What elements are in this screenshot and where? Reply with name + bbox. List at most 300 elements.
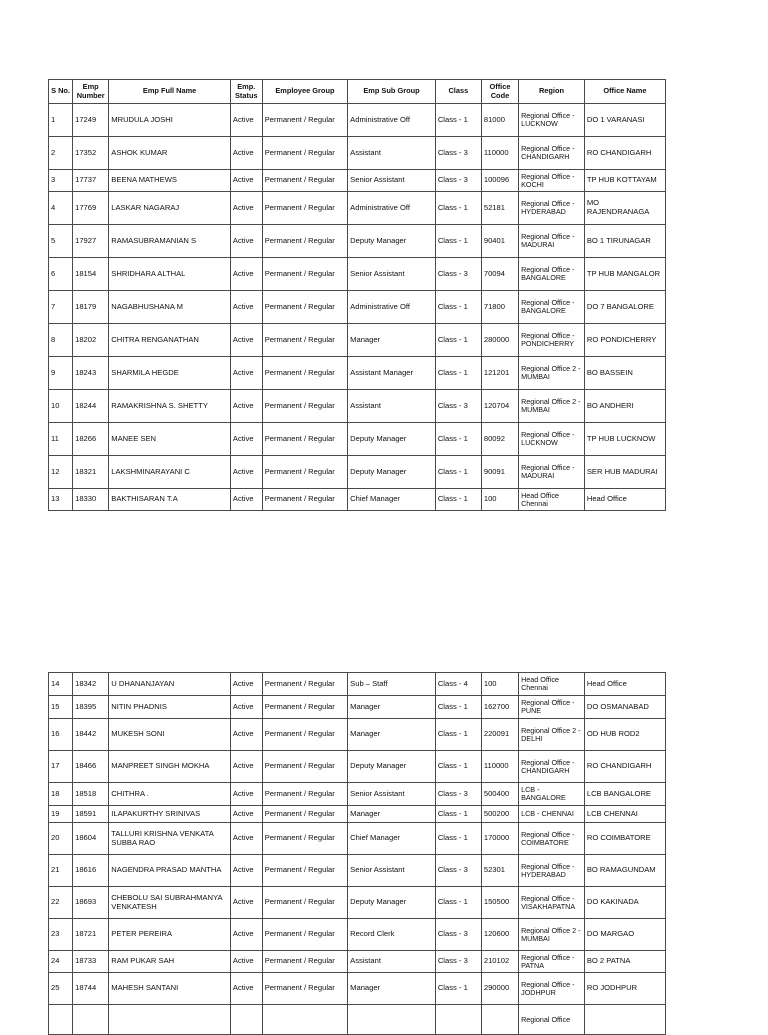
cell-class: Class - 3 (435, 855, 481, 887)
cell-group: Permanent / Regular (262, 357, 347, 390)
cell-status: Active (230, 357, 262, 390)
cell-emp-number: 18342 (73, 673, 109, 696)
header-status: Emp. Status (230, 80, 262, 104)
cell-status (230, 1005, 262, 1035)
cell-emp-number: 18321 (73, 456, 109, 489)
cell-sub-group: Administrative Off (348, 104, 436, 137)
cell-sno: 22 (49, 887, 73, 919)
cell-emp-number: 18395 (73, 696, 109, 719)
cell-sno (49, 1005, 73, 1035)
cell-sno: 2 (49, 137, 73, 170)
cell-sno: 3 (49, 170, 73, 192)
cell-region: Regional Office - MADURAI (519, 225, 585, 258)
cell-name: BAKTHISARAN T.A (109, 489, 231, 511)
cell-class: Class - 3 (435, 919, 481, 951)
cell-office-code: 150500 (481, 887, 518, 919)
table-row (49, 783, 666, 806)
cell-sno: 16 (49, 719, 73, 751)
cell-office-name: RO CHANDIGARH (584, 751, 665, 783)
cell-group: Permanent / Regular (262, 192, 347, 225)
cell-name: ASHOK KUMAR (109, 137, 231, 170)
cell-status: Active (230, 919, 262, 951)
table-row (49, 887, 666, 919)
cell-emp-number: 18744 (73, 973, 109, 1005)
cell-region: Regional Office - CHANDIGARH (519, 137, 585, 170)
cell-office-name: BO RAMAGUNDAM (584, 855, 665, 887)
cell-office-code: 121201 (481, 357, 518, 390)
cell-office-name: Head Office (584, 489, 665, 511)
cell-group: Permanent / Regular (262, 696, 347, 719)
cell-group: Permanent / Regular (262, 973, 347, 1005)
cell-emp-number: 18179 (73, 291, 109, 324)
cell-sub-group (348, 1005, 436, 1035)
cell-region: Regional Office 2 - DELHI (519, 719, 585, 751)
cell-emp-number: 17737 (73, 170, 109, 192)
cell-name: RAMASUBRAMANIAN S (109, 225, 231, 258)
header-class: Class (435, 80, 481, 104)
table-row (49, 719, 666, 751)
cell-region: Regional Office 2 - MUMBAI (519, 357, 585, 390)
cell-class: Class - 1 (435, 973, 481, 1005)
cell-name: CHITRA RENGANATHAN (109, 324, 231, 357)
cell-class: Class - 1 (435, 823, 481, 855)
cell-office-code: 110000 (481, 751, 518, 783)
cell-group: Permanent / Regular (262, 324, 347, 357)
cell-group: Permanent / Regular (262, 673, 347, 696)
cell-sub-group: Manager (348, 806, 436, 823)
cell-group: Permanent / Regular (262, 951, 347, 973)
table-row (49, 390, 666, 423)
cell-office-code: 80092 (481, 423, 518, 456)
cell-sub-group: Manager (348, 973, 436, 1005)
cell-sno: 20 (49, 823, 73, 855)
cell-sno: 4 (49, 192, 73, 225)
cell-status: Active (230, 823, 262, 855)
cell-name: CHEBOLU SAI SUBRAHMANYA VENKATESH (109, 887, 231, 919)
cell-office-name: TP HUB MANGALOR (584, 258, 665, 291)
cell-status: Active (230, 783, 262, 806)
cell-emp-number: 18442 (73, 719, 109, 751)
cell-status: Active (230, 170, 262, 192)
cell-emp-number: 18604 (73, 823, 109, 855)
cell-office-name: DO KAKINADA (584, 887, 665, 919)
cell-sub-group: Assistant (348, 951, 436, 973)
header-region: Region (519, 80, 585, 104)
table-row (49, 291, 666, 324)
table-row (49, 951, 666, 973)
cell-sno: 24 (49, 951, 73, 973)
cell-office-name: DO 1 VARANASI (584, 104, 665, 137)
cell-group: Permanent / Regular (262, 806, 347, 823)
cell-sno: 15 (49, 696, 73, 719)
cell-office-code: 500200 (481, 806, 518, 823)
cell-office-name (584, 1005, 665, 1035)
header-group: Employee Group (262, 80, 347, 104)
cell-status: Active (230, 855, 262, 887)
table-row (49, 489, 666, 511)
cell-region: Regional Office - HYDERABAD (519, 855, 585, 887)
cell-region: Regional Office - MADURAI (519, 456, 585, 489)
table-row (49, 456, 666, 489)
cell-emp-number: 17352 (73, 137, 109, 170)
cell-region: Regional Office - PATNA (519, 951, 585, 973)
cell-sub-group: Deputy Manager (348, 423, 436, 456)
cell-name: NITIN PHADNIS (109, 696, 231, 719)
cell-sno: 17 (49, 751, 73, 783)
table-row (49, 673, 666, 696)
cell-office-code: 52301 (481, 855, 518, 887)
cell-status: Active (230, 390, 262, 423)
cell-region: LCB - BANGALORE (519, 783, 585, 806)
cell-group: Permanent / Regular (262, 751, 347, 783)
cell-emp-number: 17769 (73, 192, 109, 225)
cell-region: LCB - CHENNAI (519, 806, 585, 823)
cell-group: Permanent / Regular (262, 887, 347, 919)
cell-class: Class - 3 (435, 951, 481, 973)
cell-name: LASKAR NAGARAJ (109, 192, 231, 225)
cell-sub-group: Sub – Staff (348, 673, 436, 696)
cell-office-name: MO RAJENDRANAGA (584, 192, 665, 225)
cell-office-code: 90091 (481, 456, 518, 489)
table-row (49, 806, 666, 823)
cell-emp-number: 18693 (73, 887, 109, 919)
table-body-2 (49, 673, 666, 1035)
cell-status: Active (230, 696, 262, 719)
cell-name: NAGABHUSHANA M (109, 291, 231, 324)
cell-sub-group: Administrative Off (348, 192, 436, 225)
cell-name (109, 1005, 231, 1035)
cell-group: Permanent / Regular (262, 489, 347, 511)
employee-table-1 (48, 79, 666, 511)
cell-office-code: 81000 (481, 104, 518, 137)
cell-office-name: DO 7 BANGALORE (584, 291, 665, 324)
cell-group: Permanent / Regular (262, 423, 347, 456)
cell-class: Class - 1 (435, 806, 481, 823)
cell-region: Regional Office - BANGALORE (519, 291, 585, 324)
cell-status: Active (230, 291, 262, 324)
cell-class: Class - 3 (435, 390, 481, 423)
cell-office-name: RO CHANDIGARH (584, 137, 665, 170)
cell-office-code: 500400 (481, 783, 518, 806)
table-row (49, 324, 666, 357)
cell-sub-group: Senior Assistant (348, 170, 436, 192)
cell-name: TALLURI KRISHNA VENKATA SUBBA RAO (109, 823, 231, 855)
table-row (49, 357, 666, 390)
cell-group: Permanent / Regular (262, 823, 347, 855)
cell-class: Class - 1 (435, 291, 481, 324)
cell-name: MANEE SEN (109, 423, 231, 456)
cell-office-code: 100 (481, 489, 518, 511)
cell-sno: 23 (49, 919, 73, 951)
cell-class: Class - 1 (435, 104, 481, 137)
employee-table-2 (48, 672, 666, 1035)
cell-class: Class - 1 (435, 887, 481, 919)
cell-sub-group: Deputy Manager (348, 225, 436, 258)
header-sub-group: Emp Sub Group (348, 80, 436, 104)
cell-status: Active (230, 806, 262, 823)
cell-office-name: LCB BANGALORE (584, 783, 665, 806)
cell-class: Class - 3 (435, 137, 481, 170)
cell-region: Regional Office - PONDICHERRY (519, 324, 585, 357)
cell-office-code: 100 (481, 673, 518, 696)
cell-sno: 5 (49, 225, 73, 258)
cell-office-name: LCB CHENNAI (584, 806, 665, 823)
cell-name: MANPREET SINGH MOKHA (109, 751, 231, 783)
table-row (49, 919, 666, 951)
header-sno: S No. (49, 80, 73, 104)
cell-region: Regional Office 2 - MUMBAI (519, 390, 585, 423)
header-office-code: Office Code (481, 80, 518, 104)
cell-office-code: 70094 (481, 258, 518, 291)
table-row (49, 1005, 666, 1035)
cell-office-name: BO BASSEIN (584, 357, 665, 390)
cell-region: Regional Office - BANGALORE (519, 258, 585, 291)
cell-sno: 6 (49, 258, 73, 291)
cell-sno: 8 (49, 324, 73, 357)
cell-emp-number: 18244 (73, 390, 109, 423)
cell-region: Regional Office 2 - MUMBAI (519, 919, 585, 951)
cell-office-name: RO PONDICHERRY (584, 324, 665, 357)
cell-emp-number: 18266 (73, 423, 109, 456)
cell-office-name: DO OSMANABAD (584, 696, 665, 719)
cell-office-name: BO ANDHERI (584, 390, 665, 423)
cell-class: Class - 1 (435, 489, 481, 511)
cell-sno: 10 (49, 390, 73, 423)
header-emp-number: Emp Number (73, 80, 109, 104)
cell-office-code: 210102 (481, 951, 518, 973)
cell-class: Class - 1 (435, 696, 481, 719)
cell-emp-number: 18466 (73, 751, 109, 783)
cell-office-code: 280000 (481, 324, 518, 357)
cell-name: RAM PUKAR SAH (109, 951, 231, 973)
cell-sno: 21 (49, 855, 73, 887)
cell-class: Class - 1 (435, 225, 481, 258)
cell-sub-group: Senior Assistant (348, 855, 436, 887)
cell-name: SHARMILA HEGDE (109, 357, 231, 390)
cell-group: Permanent / Regular (262, 719, 347, 751)
cell-region: Regional Office (519, 1005, 585, 1035)
table-row (49, 423, 666, 456)
cell-office-code: 120704 (481, 390, 518, 423)
cell-class: Class - 1 (435, 719, 481, 751)
table-row (49, 973, 666, 1005)
cell-group: Permanent / Regular (262, 855, 347, 887)
cell-status: Active (230, 192, 262, 225)
cell-emp-number: 17249 (73, 104, 109, 137)
table-row (49, 225, 666, 258)
cell-region: Regional Office - VISAKHAPATNA (519, 887, 585, 919)
cell-sno: 19 (49, 806, 73, 823)
cell-office-code: 120600 (481, 919, 518, 951)
cell-region: Head Office Chennai (519, 673, 585, 696)
cell-sno: 14 (49, 673, 73, 696)
cell-status: Active (230, 324, 262, 357)
cell-office-name: DO MARGAO (584, 919, 665, 951)
cell-region: Head Office Chennai (519, 489, 585, 511)
cell-sno: 11 (49, 423, 73, 456)
cell-emp-number: 18330 (73, 489, 109, 511)
cell-sub-group: Assistant Manager (348, 357, 436, 390)
cell-office-name: SER HUB MADURAI (584, 456, 665, 489)
cell-office-code: 110000 (481, 137, 518, 170)
cell-name: BEENA MATHEWS (109, 170, 231, 192)
cell-region: Regional Office - JODHPUR (519, 973, 585, 1005)
cell-status: Active (230, 719, 262, 751)
cell-status: Active (230, 456, 262, 489)
cell-group: Permanent / Regular (262, 919, 347, 951)
cell-class: Class - 1 (435, 324, 481, 357)
table-row (49, 751, 666, 783)
cell-class: Class - 1 (435, 423, 481, 456)
cell-sub-group: Assistant (348, 390, 436, 423)
cell-group (262, 1005, 347, 1035)
table-row (49, 258, 666, 291)
cell-sub-group: Record Clerk (348, 919, 436, 951)
cell-office-name: RO JODHPUR (584, 973, 665, 1005)
cell-name: PETER PEREIRA (109, 919, 231, 951)
cell-name: RAMAKRISHNA S. SHETTY (109, 390, 231, 423)
cell-group: Permanent / Regular (262, 258, 347, 291)
cell-name: MRUDULA JOSHI (109, 104, 231, 137)
cell-status: Active (230, 673, 262, 696)
cell-emp-number (73, 1005, 109, 1035)
cell-region: Regional Office - CHANDIGARH (519, 751, 585, 783)
cell-office-code: 290000 (481, 973, 518, 1005)
cell-office-name: RO COIMBATORE (584, 823, 665, 855)
cell-sub-group: Manager (348, 324, 436, 357)
cell-sno: 1 (49, 104, 73, 137)
table-row (49, 855, 666, 887)
cell-region: Regional Office - LUCKNOW (519, 423, 585, 456)
cell-status: Active (230, 423, 262, 456)
cell-sub-group: Senior Assistant (348, 783, 436, 806)
header-name: Emp Full Name (109, 80, 231, 104)
cell-sno: 25 (49, 973, 73, 1005)
cell-office-name: BO 1 TIRUNAGAR (584, 225, 665, 258)
cell-sno: 13 (49, 489, 73, 511)
cell-sno: 12 (49, 456, 73, 489)
cell-sub-group: Chief Manager (348, 489, 436, 511)
cell-status: Active (230, 137, 262, 170)
cell-class: Class - 3 (435, 170, 481, 192)
cell-sno: 18 (49, 783, 73, 806)
cell-name: ILAPAKURTHY SRINIVAS (109, 806, 231, 823)
cell-office-name: OD HUB ROD2 (584, 719, 665, 751)
cell-emp-number: 18243 (73, 357, 109, 390)
cell-class: Class - 3 (435, 783, 481, 806)
cell-status: Active (230, 489, 262, 511)
cell-office-code: 71800 (481, 291, 518, 324)
cell-office-name: Head Office (584, 673, 665, 696)
cell-office-code: 220091 (481, 719, 518, 751)
cell-status: Active (230, 973, 262, 1005)
cell-class: Class - 4 (435, 673, 481, 696)
cell-status: Active (230, 951, 262, 973)
cell-emp-number: 17927 (73, 225, 109, 258)
cell-group: Permanent / Regular (262, 390, 347, 423)
cell-sub-group: Deputy Manager (348, 456, 436, 489)
cell-emp-number: 18616 (73, 855, 109, 887)
cell-office-code (481, 1005, 518, 1035)
table-row (49, 137, 666, 170)
cell-office-code: 100096 (481, 170, 518, 192)
header-office-name: Office Name (584, 80, 665, 104)
cell-status: Active (230, 751, 262, 783)
cell-sub-group: Deputy Manager (348, 751, 436, 783)
cell-region: Regional Office - HYDERABAD (519, 192, 585, 225)
table-row (49, 192, 666, 225)
cell-status: Active (230, 887, 262, 919)
cell-sub-group: Senior Assistant (348, 258, 436, 291)
cell-emp-number: 18202 (73, 324, 109, 357)
table-header-row (49, 80, 666, 104)
cell-emp-number: 18733 (73, 951, 109, 973)
cell-group: Permanent / Regular (262, 225, 347, 258)
cell-sno: 7 (49, 291, 73, 324)
cell-name: NAGENDRA PRASAD MANTHA (109, 855, 231, 887)
cell-sub-group: Manager (348, 696, 436, 719)
cell-office-code: 170000 (481, 823, 518, 855)
cell-class: Class - 1 (435, 456, 481, 489)
cell-region: Regional Office - COIMBATORE (519, 823, 585, 855)
table-row (49, 823, 666, 855)
cell-group: Permanent / Regular (262, 456, 347, 489)
table-row (49, 104, 666, 137)
cell-sub-group: Assistant (348, 137, 436, 170)
cell-group: Permanent / Regular (262, 170, 347, 192)
cell-group: Permanent / Regular (262, 291, 347, 324)
cell-emp-number: 18518 (73, 783, 109, 806)
cell-name: MAHESH SANTANI (109, 973, 231, 1005)
table-row (49, 696, 666, 719)
cell-sub-group: Chief Manager (348, 823, 436, 855)
cell-office-code: 90401 (481, 225, 518, 258)
cell-office-name: TP HUB LUCKNOW (584, 423, 665, 456)
table-row (49, 170, 666, 192)
table-body-1 (49, 104, 666, 511)
cell-emp-number: 18721 (73, 919, 109, 951)
cell-class: Class - 3 (435, 258, 481, 291)
cell-name: U DHANANJAYAN (109, 673, 231, 696)
cell-name: LAKSHMINARAYANI C (109, 456, 231, 489)
cell-office-code: 162700 (481, 696, 518, 719)
cell-group: Permanent / Regular (262, 137, 347, 170)
cell-region: Regional Office - KOCHI (519, 170, 585, 192)
cell-office-name: TP HUB KOTTAYAM (584, 170, 665, 192)
cell-name: MUKESH SONI (109, 719, 231, 751)
cell-emp-number: 18154 (73, 258, 109, 291)
cell-class: Class - 1 (435, 192, 481, 225)
cell-group: Permanent / Regular (262, 104, 347, 137)
cell-status: Active (230, 225, 262, 258)
cell-name: SHRIDHARA ALTHAL (109, 258, 231, 291)
cell-status: Active (230, 104, 262, 137)
cell-sno: 9 (49, 357, 73, 390)
cell-class (435, 1005, 481, 1035)
cell-class: Class - 1 (435, 357, 481, 390)
cell-name: CHITHRA . (109, 783, 231, 806)
cell-region: Regional Office - LUCKNOW (519, 104, 585, 137)
cell-office-code: 52181 (481, 192, 518, 225)
cell-region: Regional Office - PUNE (519, 696, 585, 719)
cell-emp-number: 18591 (73, 806, 109, 823)
cell-class: Class - 1 (435, 751, 481, 783)
cell-group: Permanent / Regular (262, 783, 347, 806)
cell-sub-group: Administrative Off (348, 291, 436, 324)
cell-status: Active (230, 258, 262, 291)
cell-sub-group: Manager (348, 719, 436, 751)
cell-office-name: BO 2 PATNA (584, 951, 665, 973)
